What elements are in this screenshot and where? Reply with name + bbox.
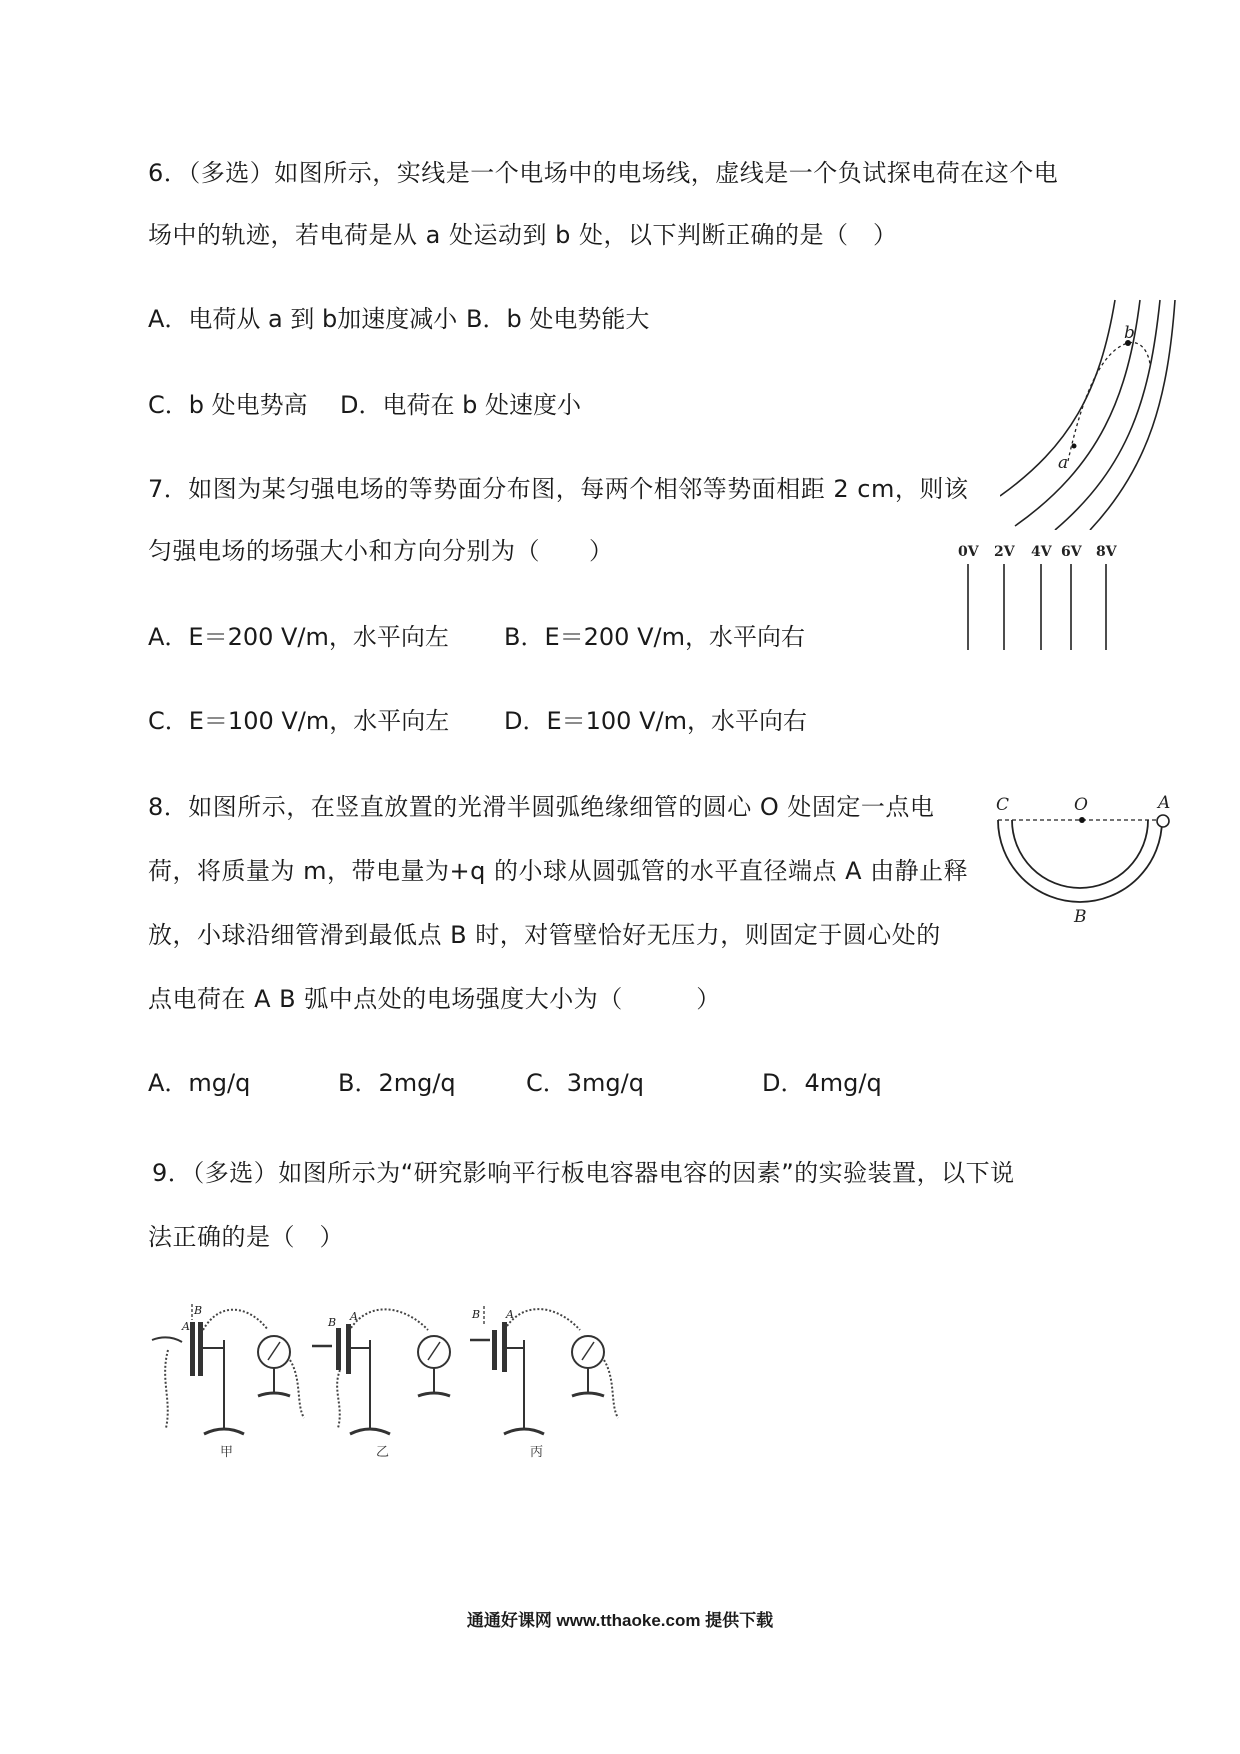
svg-text:B: B (328, 1316, 337, 1329)
field-lines-figure (1000, 296, 1200, 530)
svg-text:B: B (472, 1308, 481, 1321)
label-6v: 6V (1061, 544, 1082, 560)
svg-text:A: A (350, 1310, 358, 1323)
label-8v: 8V (1096, 544, 1117, 560)
label-0v: 0V (958, 544, 979, 560)
q9-stem-line2: 法正确的是（ ） (148, 1223, 344, 1251)
svg-text:B: B (194, 1304, 203, 1317)
q8-stem-line4: 点电荷在 A B 弧中点处的电场强度大小为（ ） (148, 985, 721, 1013)
point-a-label: A (1158, 793, 1171, 813)
point-b-label: b (1124, 323, 1135, 343)
q7-stem-line1: 7．如图为某匀强电场的等势面分布图，每两个相邻等势面相距 2 cm，则该 (148, 475, 969, 503)
q6-option-b: B．b 处电势能大 (466, 305, 650, 333)
apparatus-jia (152, 1304, 304, 1460)
svg-text:A: A (182, 1320, 190, 1333)
q7-option-a: A．E＝200 V/m，水平向左 (148, 623, 449, 651)
q8-stem-line3: 放，小球沿细管滑到最低点 B 时，对管壁恰好无压力，则固定于圆心处的 (148, 921, 941, 949)
q8-option-d: D．4mg/q (762, 1069, 882, 1097)
q9-stem-line1: 9．（多选）如图所示为“研究影响平行板电容器电容的因素”的实验装置，以下说 (152, 1159, 1015, 1187)
caption-yi: 乙 (376, 1445, 390, 1460)
point-a-label: a (1058, 453, 1069, 473)
capacitor-apparatus-figure (150, 1300, 650, 1460)
q6-stem-line2: 场中的轨迹，若电荷是从 a 处运动到 b 处，以下判断正确的是（ ） (148, 221, 898, 249)
semicircle-tube-figure (990, 790, 1190, 930)
q8-stem-line2: 荷，将质量为 m，带电量为+q 的小球从圆弧管的水平直径端点 A 由静止释 (148, 857, 969, 885)
point-o-label: O (1074, 795, 1088, 815)
q6-option-a: A．电荷从 a 到 b加速度减小 (148, 305, 458, 333)
caption-bing: 丙 (530, 1445, 544, 1460)
apparatus-bing (470, 1306, 618, 1460)
q6-option-d: D．电荷在 b 处速度小 (340, 391, 581, 419)
q6-option-c: C．b 处电势高 (148, 391, 308, 419)
q8-option-b: B．2mg/q (338, 1069, 456, 1097)
equipotential-figure (946, 536, 1136, 652)
q6-stem-line1: 6．（多选）如图所示，实线是一个电场中的电场线，虚线是一个负试探电荷在这个电 (148, 159, 1059, 187)
q7-option-b: B．E＝200 V/m，水平向右 (504, 623, 805, 651)
svg-text:A: A (506, 1308, 514, 1321)
footer-download-note: 通通好课网 www.tthaoke.com 提供下载 (466, 1611, 774, 1630)
q8-option-c: C．3mg/q (526, 1069, 644, 1097)
q8-option-a: A．mg/q (148, 1069, 251, 1097)
q7-stem-line2: 匀强电场的场强大小和方向分别为（ ） (148, 537, 614, 565)
q8-stem-line1: 8．如图所示，在竖直放置的光滑半圆弧绝缘细管的圆心 O 处固定一点电 (148, 793, 935, 821)
label-2v: 2V (994, 544, 1015, 560)
point-c-label: C (996, 795, 1010, 815)
apparatus-yi (312, 1309, 450, 1460)
point-b-label: B (1074, 907, 1087, 927)
label-4v: 4V (1031, 544, 1052, 560)
caption-jia: 甲 (220, 1445, 234, 1460)
q7-option-c: C．E＝100 V/m，水平向左 (148, 707, 450, 735)
q7-option-d: D．E＝100 V/m，水平向右 (504, 707, 807, 735)
